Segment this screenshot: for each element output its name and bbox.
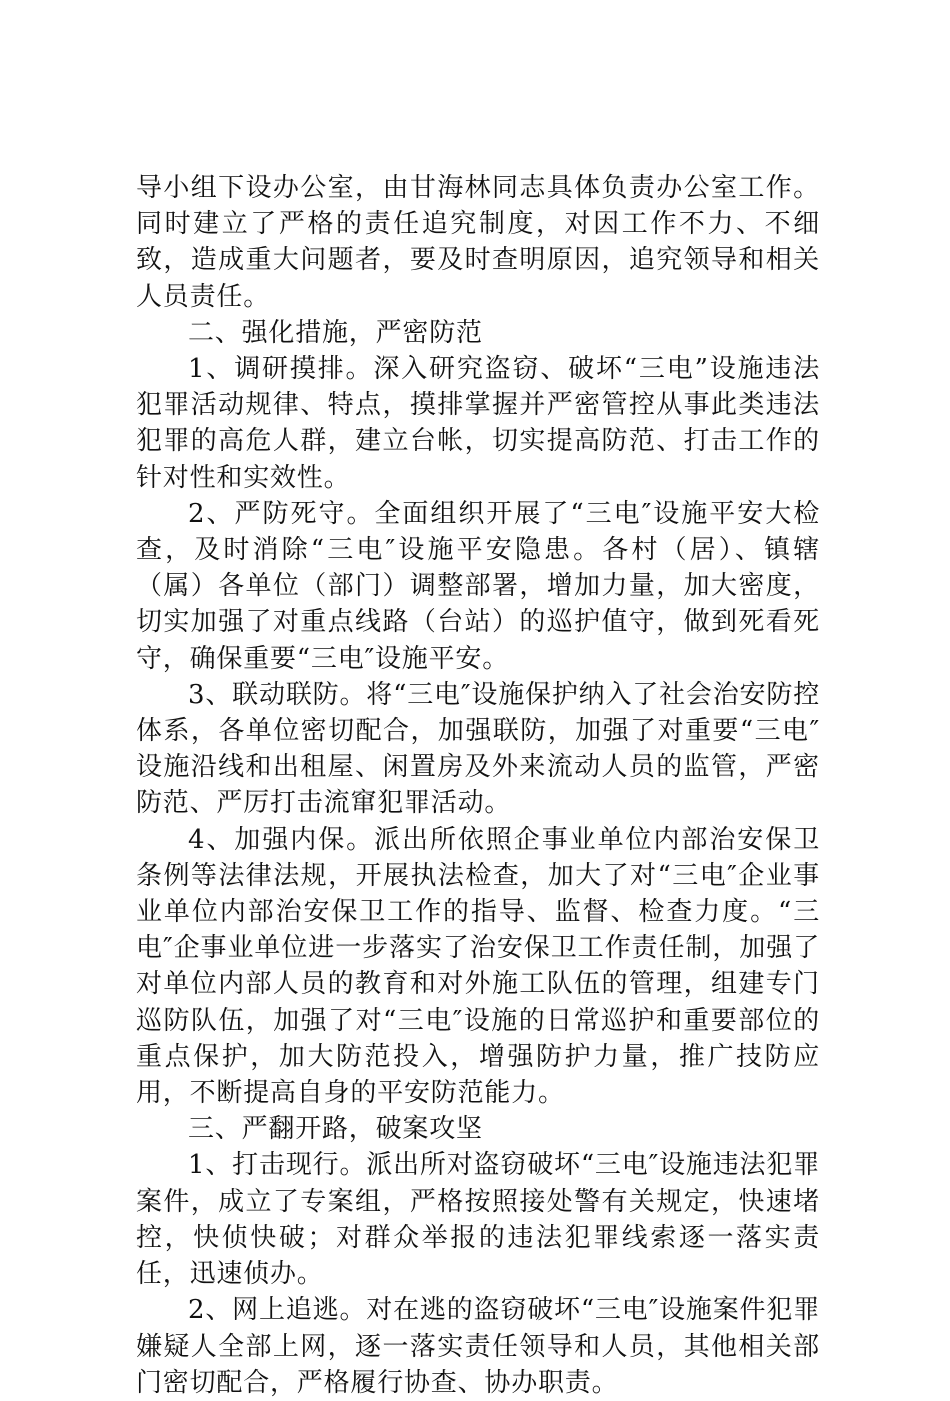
section-heading-2: 二、强化措施，严密防范 bbox=[188, 317, 483, 348]
paragraph-strict-guard: 2、严防死守。全面组织开展了“三电″设施平安大检查，及时消除“三电″设施平安隐患。各村（居）、镇辖（属）各单位（部门）调整部署，增加力量，加大密度，切实加强了对重点线路（台站）的巡护值守，做到死看死守，确保重要“三电″设施平安。 bbox=[136, 498, 820, 674]
section-heading-3: 三、严翻开路，破案攻坚 bbox=[188, 1114, 483, 1145]
paragraph-internal-security: 4、加强内保。派出所依照企事业单位内部治安保卫条例等法律法规，开展执法检查，加大了对“三电″企业事业单位内部治安保卫工作的指导、监督、检查力度。“三电″企事业单位进一步落实了治安保卫工作责任制，加强了对单位内部人员的教育和对外施工队伍的管理，组建专门巡防队伍，加强了对“三电″设施的日常巡护和重要部位的重点保护，加大防范投入，增强防护力量，推广技防应用，不断提高自身的平安防范能力。 bbox=[136, 824, 820, 1109]
paragraph-online-pursuit: 2、网上追逃。对在逃的盗窃破坏“三电″设施案件犯罪嫌疑人全部上网，逐一落实责任领导和人员，其他相关部门密切配合，严格履行协查、协办职责。 bbox=[136, 1295, 820, 1398]
paragraph-continuation: 导小组下设办公室，由甘海林同志具体负责办公室工作。同时建立了严格的责任追究制度，对因工作不力、不细致，造成重大问题者，要及时查明原因，追究领导和相关人员责任。 bbox=[136, 173, 820, 312]
paragraph-crackdown: 1、打击现行。派出所对盗窃破坏“三电″设施违法犯罪案件，成立了专案组，严格按照接处警有关规定，快速堵控，快侦快破；对群众举报的违法犯罪线索逐一落实责任，迅速侦办。 bbox=[136, 1150, 820, 1290]
paragraph-joint-defense: 3、联动联防。将“三电″设施保护纳入了社会治安防控体系，各单位密切配合，加强联防，加强了对重要“三电″设施沿线和出租屋、闲置房及外来流动人员的监管，严密防范、严厉打击流窜犯罪活动。 bbox=[136, 679, 820, 819]
paragraph-investigation: 1、调研摸排。深入研究盗窃、破坏“三电”设施违法犯罪活动规律、特点，摸排掌握并严密管控从事此类违法犯罪的高危人群，建立台帐，切实提高防范、打击工作的针对性和实效性。 bbox=[136, 354, 820, 493]
document-body bbox=[136, 170, 820, 1401]
